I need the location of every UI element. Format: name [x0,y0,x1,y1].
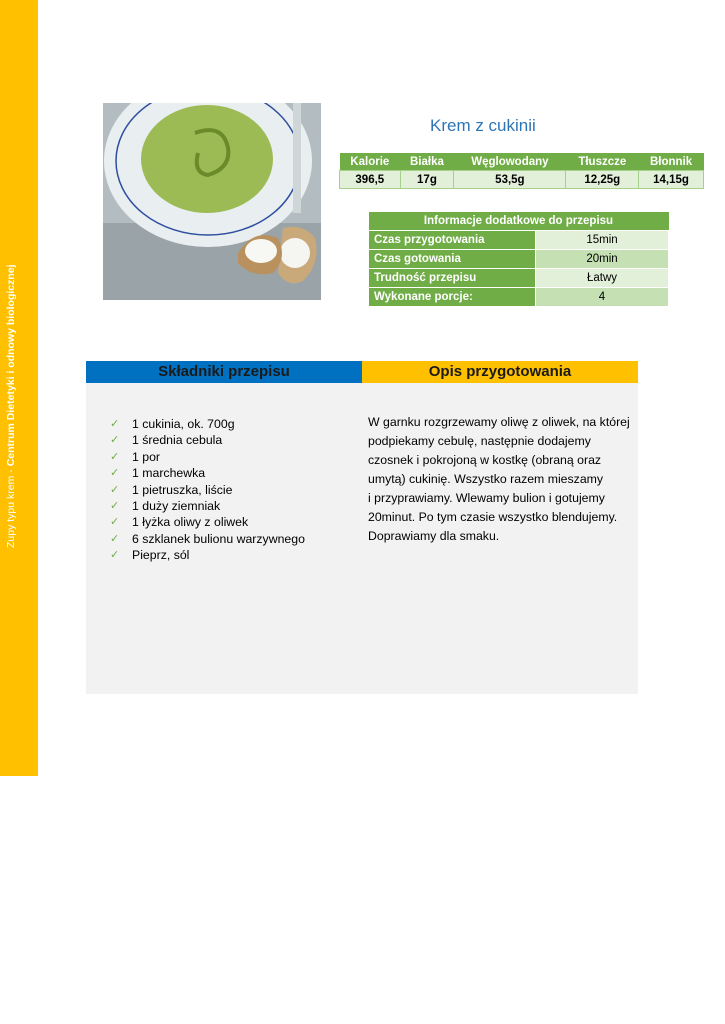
info-label: Czas gotowania [369,250,536,269]
check-icon: ✓ [110,499,120,512]
list-item: ✓ 1 marchewka [110,466,206,481]
nutrition-header: Kalorie [340,153,401,171]
check-icon: ✓ [110,418,120,430]
list-item: ✓ 6 szklanek bulionu warzywnego [110,531,305,546]
preparation-line: i przyprawiamy. Wlewamy bulion i gotujemy [368,491,605,505]
nutrition-header: Błonnik [639,153,704,171]
nutrition-header: Tłuszcze [566,153,639,171]
nutrition-value: 12,25g [566,171,639,189]
soup-photo [103,103,321,300]
nutrition-header: Węglowodany [454,153,566,171]
list-item: ✓ 1 średnia cebula [110,433,223,448]
preparation-line: podpiekamy cebulę, następnie dodajemy [368,434,591,448]
recipe-title: Krem z cukinii [430,116,536,135]
nutrition-table [339,153,704,189]
preparation-line: Doprawiamy dla smaku. [368,529,500,543]
ingredients-heading: Składniki przepisu [86,361,362,383]
info-table [368,212,669,307]
ingredients-list [110,416,305,564]
list-item: ✓ 1 łyżka oliwy z oliwek [110,515,249,530]
check-icon: ✓ [110,516,120,529]
preparation-heading: Opis przygotowania [362,361,638,383]
nutrition-value: 53,5g [454,171,566,189]
check-icon: ✓ [110,467,120,480]
check-icon: ✓ [110,434,120,447]
preparation-line: W garnku rozgrzewamy oliwę z oliwek, na której [368,415,630,429]
check-icon: ✓ [110,532,120,545]
info-value: Łatwy [536,269,669,288]
nutrition-value: 14,15g [639,171,704,189]
check-icon: ✓ [110,549,120,562]
list-item: ✓ 1 duży ziemniak [110,498,221,513]
list-item: ✓ 1 por [110,449,161,464]
list-item: ✓ 1 pietruszka, liście [110,482,233,497]
preparation-line: umytą) cukinię. Wszystko razem mieszamy [368,472,604,486]
info-value: 20min [536,250,669,269]
sidebar-caption: Zupy typu krem - Centrum Dietetyki i odnowy biologicznej [5,264,17,548]
info-label: Wykonane porcje: [369,288,536,307]
check-icon: ✓ [110,450,120,463]
info-value: 15min [536,231,669,250]
list-item: ✓ Pieprz, sól [110,548,190,563]
preparation-line: 20minut. Po tym czasie wszystko blendujemy. [368,510,618,524]
preparation-text [368,413,636,546]
nutrition-header: Białka [400,153,454,171]
info-header: Informacje dodatkowe do przepisu [369,212,669,231]
info-label: Trudność przepisu [369,269,536,288]
info-value: 4 [536,288,669,307]
nutrition-value: 396,5 [340,171,401,189]
check-icon: ✓ [110,483,120,496]
info-label: Czas przygotowania [369,231,536,250]
nutrition-value: 17g [400,171,454,189]
list-item: ✓ 1 cukinia, ok. 700g [110,417,235,431]
preparation-line: czosnek i pokrojoną w kostkę (obraną oraz [368,453,602,467]
